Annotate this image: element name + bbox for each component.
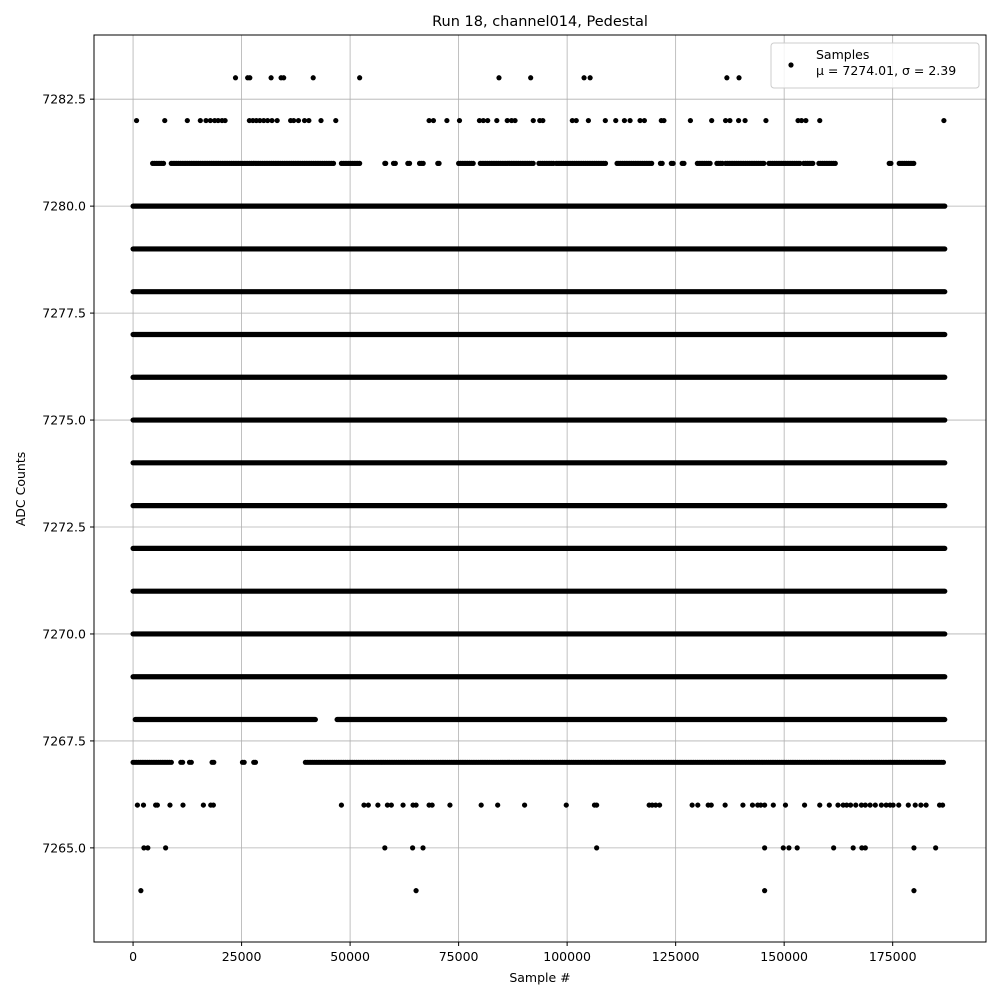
data-point-band <box>130 674 947 679</box>
data-point <box>736 118 741 123</box>
data-point-band <box>130 460 947 465</box>
data-point <box>531 118 536 123</box>
data-point <box>661 118 666 123</box>
data-point <box>941 760 946 765</box>
data-point <box>382 845 387 850</box>
data-point <box>835 802 840 807</box>
data-point <box>709 802 714 807</box>
data-point <box>724 75 729 80</box>
data-point <box>421 161 426 166</box>
data-point <box>447 802 452 807</box>
data-point <box>613 118 618 123</box>
y-tick-label: 7272.5 <box>42 519 86 535</box>
data-point-band <box>130 246 947 251</box>
data-point <box>817 118 822 123</box>
data-point <box>528 75 533 80</box>
data-point <box>736 75 741 80</box>
data-point <box>333 118 338 123</box>
data-point <box>771 802 776 807</box>
data-point <box>269 118 274 123</box>
data-point <box>383 161 388 166</box>
data-point <box>155 802 160 807</box>
data-point <box>873 802 878 807</box>
data-point <box>795 845 800 850</box>
data-point <box>138 888 143 893</box>
data-point <box>896 802 901 807</box>
data-point-band <box>130 503 947 508</box>
data-point <box>495 802 500 807</box>
data-point <box>318 118 323 123</box>
data-point <box>163 845 168 850</box>
data-point <box>242 760 247 765</box>
legend-marker <box>788 62 793 67</box>
data-point <box>496 75 501 80</box>
data-point <box>494 118 499 123</box>
data-point <box>868 802 873 807</box>
data-point <box>863 802 868 807</box>
data-point-band <box>133 717 318 722</box>
data-point <box>162 118 167 123</box>
data-point <box>268 75 273 80</box>
data-point <box>941 118 946 123</box>
data-point <box>918 802 923 807</box>
data-point <box>531 161 536 166</box>
data-point <box>512 118 517 123</box>
data-point <box>522 802 527 807</box>
data-point <box>810 161 815 166</box>
data-point <box>762 802 767 807</box>
data-point <box>622 118 627 123</box>
data-point <box>750 802 755 807</box>
data-point <box>393 161 398 166</box>
data-point <box>851 845 856 850</box>
data-point <box>833 161 838 166</box>
data-point <box>681 161 686 166</box>
data-point <box>222 118 227 123</box>
data-point <box>848 802 853 807</box>
x-tick-label: 100000 <box>543 949 591 964</box>
x-tick-label: 50000 <box>330 949 370 964</box>
data-point <box>410 845 415 850</box>
data-point <box>627 118 632 123</box>
data-point <box>783 802 788 807</box>
data-point <box>413 888 418 893</box>
data-point <box>649 161 654 166</box>
data-point <box>135 802 140 807</box>
data-point <box>306 118 311 123</box>
data-point <box>586 118 591 123</box>
data-point <box>671 161 676 166</box>
data-point <box>357 161 362 166</box>
data-point <box>389 802 394 807</box>
data-point <box>786 845 791 850</box>
data-point <box>430 802 435 807</box>
data-point-band <box>334 717 947 722</box>
data-point <box>436 161 441 166</box>
x-tick-label: 75000 <box>438 949 479 964</box>
y-tick-label: 7280.0 <box>42 198 86 214</box>
y-tick-label: 7277.5 <box>42 305 86 321</box>
y-tick-label: 7282.5 <box>42 91 86 107</box>
data-point <box>863 845 868 850</box>
data-point <box>247 75 252 80</box>
data-point <box>762 845 767 850</box>
data-point <box>761 161 766 166</box>
x-tick-label: 175000 <box>868 949 917 964</box>
data-point <box>169 760 174 765</box>
x-tick-label: 125000 <box>651 949 700 964</box>
data-point <box>189 760 194 765</box>
data-point <box>906 802 911 807</box>
y-axis-label: ADC Counts <box>13 451 28 527</box>
data-point <box>742 118 747 123</box>
data-point <box>564 802 569 807</box>
data-point-band <box>130 204 947 209</box>
data-point-band <box>130 546 947 551</box>
data-point <box>201 802 206 807</box>
data-point <box>420 845 425 850</box>
data-point <box>375 802 380 807</box>
data-point <box>161 161 166 166</box>
data-point <box>331 161 336 166</box>
data-point <box>457 118 462 123</box>
data-point <box>485 118 490 123</box>
data-point <box>281 75 286 80</box>
data-point <box>253 760 258 765</box>
x-axis-label: Sample # <box>509 970 571 985</box>
data-point <box>817 802 822 807</box>
data-point <box>180 760 185 765</box>
data-point <box>831 845 836 850</box>
data-point <box>366 802 371 807</box>
data-point <box>594 845 599 850</box>
data-point <box>853 802 858 807</box>
data-point-band <box>130 589 947 594</box>
data-point <box>400 802 405 807</box>
data-point <box>911 161 916 166</box>
data-point <box>603 161 608 166</box>
data-point <box>879 802 884 807</box>
data-point <box>727 118 732 123</box>
data-point <box>444 118 449 123</box>
x-tick-label: 0 <box>129 949 138 964</box>
y-tick-label: 7267.5 <box>42 733 86 749</box>
data-point <box>407 161 412 166</box>
data-point <box>913 802 918 807</box>
data-point-band <box>130 375 947 380</box>
data-point-band <box>130 631 947 636</box>
data-point <box>940 802 945 807</box>
data-point <box>357 75 362 80</box>
x-tick-label: 25000 <box>221 949 262 964</box>
data-point <box>803 118 808 123</box>
data-point <box>275 118 280 123</box>
data-point <box>740 802 745 807</box>
data-point <box>695 802 700 807</box>
data-point <box>581 75 586 80</box>
data-point <box>891 802 896 807</box>
data-point <box>185 118 190 123</box>
data-point <box>413 802 418 807</box>
y-tick-label: 7270.0 <box>42 626 86 642</box>
data-point <box>781 845 786 850</box>
data-point <box>211 802 216 807</box>
data-point <box>802 802 807 807</box>
data-point <box>709 118 714 123</box>
y-tick-label: 7275.0 <box>42 412 86 428</box>
data-point <box>431 118 436 123</box>
data-point <box>211 760 216 765</box>
data-point <box>708 161 713 166</box>
data-point <box>339 802 344 807</box>
data-point <box>688 118 693 123</box>
y-tick-label: 7265.0 <box>42 840 86 856</box>
data-point <box>762 888 767 893</box>
data-point <box>540 118 545 123</box>
data-point <box>911 888 916 893</box>
data-point <box>167 802 172 807</box>
x-tick-label: 150000 <box>760 949 809 964</box>
data-point <box>690 802 695 807</box>
data-point <box>574 118 579 123</box>
legend-label-samples: Samples <box>816 47 870 62</box>
data-point <box>923 802 928 807</box>
data-point <box>180 802 185 807</box>
data-point <box>723 802 728 807</box>
data-point <box>594 802 599 807</box>
data-point-band <box>130 289 947 294</box>
chart-title: Run 18, channel014, Pedestal <box>432 14 648 30</box>
data-point <box>198 118 203 123</box>
data-point <box>888 161 893 166</box>
data-point <box>471 161 476 166</box>
data-point <box>141 802 146 807</box>
data-point <box>657 802 662 807</box>
data-point <box>134 118 139 123</box>
data-point <box>296 118 301 123</box>
data-point <box>603 118 608 123</box>
legend <box>771 43 979 88</box>
data-point <box>233 75 238 80</box>
data-point-band <box>130 417 947 422</box>
data-point <box>763 118 768 123</box>
data-point <box>145 845 150 850</box>
data-point <box>642 118 647 123</box>
data-point <box>588 75 593 80</box>
data-point <box>291 118 296 123</box>
data-point <box>660 161 665 166</box>
data-point-band <box>130 332 947 337</box>
data-point <box>827 802 832 807</box>
data-point <box>479 802 484 807</box>
data-point <box>311 75 316 80</box>
legend-label-stats: μ = 7274.01, σ = 2.39 <box>816 63 957 78</box>
data-point <box>911 845 916 850</box>
data-point <box>933 845 938 850</box>
